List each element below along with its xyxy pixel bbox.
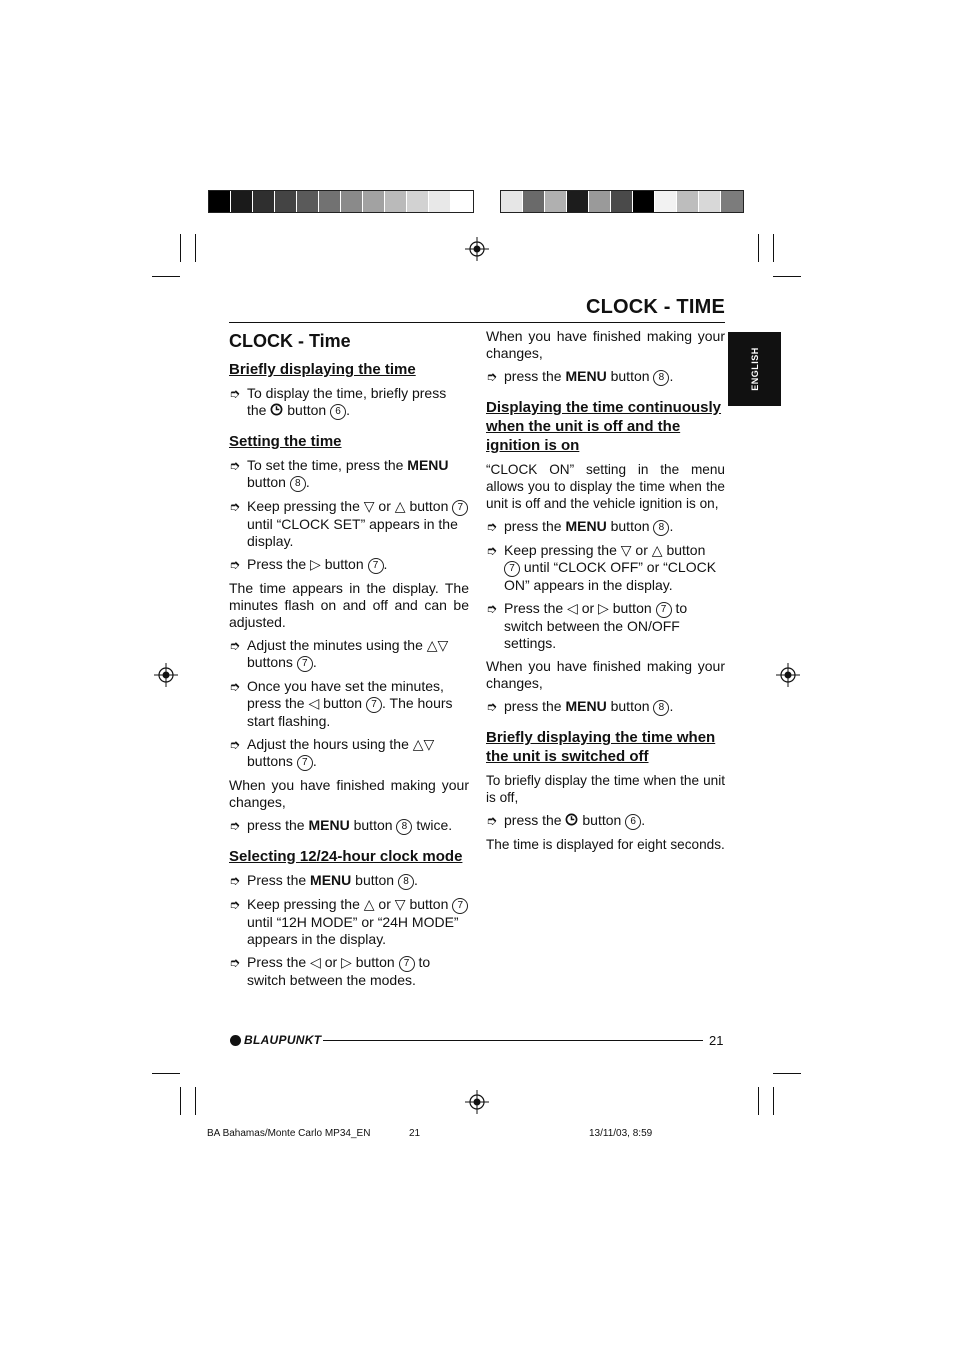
arrow-bullet-icon: ➮	[229, 679, 240, 694]
instruction-item: ➮ press the button 6 .	[486, 812, 646, 828]
color-swatch	[253, 191, 275, 212]
instruction-item: ➮ press the MENU button 8 twice.	[229, 817, 453, 833]
color-swatch	[385, 191, 407, 212]
subheading-switched-off: Briefly displaying the time when the unit is switched off	[486, 729, 716, 765]
instruction-item: ➮ press the MENU button 8 .	[486, 518, 674, 534]
paragraph: When you have finished making your changes,	[486, 658, 725, 691]
crop-mark	[180, 234, 181, 262]
crop-mark	[773, 1073, 801, 1074]
registration-mark-icon	[776, 663, 800, 687]
button-number-badge: 7	[297, 755, 313, 771]
crop-mark	[773, 1087, 774, 1115]
color-swatch	[231, 191, 253, 212]
button-number-badge: 8	[653, 370, 669, 386]
down-triangle-icon: ▽	[620, 542, 632, 558]
instruction-item: ➮ Keep pressing the ▽ or △ button 7 until “CLOCK SET” appears in the display.	[229, 498, 469, 550]
color-swatch	[567, 191, 589, 212]
crop-mark	[152, 276, 180, 277]
paragraph: The time appears in the display. The minutes flash on and off and can be adjusted.	[229, 580, 469, 630]
color-strip-right	[500, 190, 744, 213]
button-number-badge: 8	[290, 476, 306, 492]
color-swatch	[699, 191, 721, 212]
brand-dot-icon	[230, 1035, 241, 1046]
up-triangle-icon: △	[363, 896, 375, 912]
header-rule	[229, 322, 725, 323]
color-strip-left	[208, 190, 474, 213]
crop-mark	[195, 1087, 196, 1115]
instruction-item: ➮ Press the ◁ or ▷ button 7 to switch between the modes.	[229, 954, 431, 988]
brand-name: BLAUPUNKT	[244, 1033, 322, 1047]
paragraph: “CLOCK ON” setting in the menu allows you to display the time when the unit is off and the vehicle ignition is on,	[486, 462, 725, 511]
arrow-bullet-icon: ➮	[486, 543, 497, 558]
slug-filename: BA Bahamas/Monte Carlo MP34_EN	[207, 1128, 371, 1139]
crop-mark	[758, 1087, 759, 1115]
crop-mark	[180, 1087, 181, 1115]
color-swatch	[275, 191, 297, 212]
button-number-badge: 8	[653, 700, 669, 716]
color-swatch	[363, 191, 385, 212]
arrow-bullet-icon: ➮	[229, 458, 240, 473]
color-swatch	[721, 191, 743, 212]
language-tab-label: ENGLISH	[749, 347, 760, 391]
left-triangle-icon: ◁	[310, 954, 321, 970]
up-down-triangle-icon: △▽	[412, 736, 435, 752]
clock-icon	[270, 403, 283, 416]
instruction-item: ➮ Adjust the minutes using the △▽ buttons 7 .	[229, 637, 449, 670]
instruction-item: ➮ Press the ◁ or ▷ button 7 to switch between the ON/OFF settings.	[486, 600, 688, 651]
instruction-item: ➮ Once you have set the minutes, press the ◁ button 7 . The hours start flashing.	[229, 678, 453, 729]
slug-date: 13/11/03, 8:59	[589, 1128, 653, 1139]
color-swatch	[501, 191, 523, 212]
button-number-badge: 8	[396, 819, 412, 835]
paragraph: When you have finished making your changes,	[486, 328, 725, 361]
subheading-continuous-display: Displaying the time continuously when the unit is off and the ignition is on	[486, 399, 722, 454]
subheading-clock-mode: Selecting 12/24-hour clock mode	[229, 848, 463, 865]
subheading-setting-time: Setting the time	[229, 433, 342, 450]
button-number-badge: 7	[452, 500, 468, 516]
up-down-triangle-icon: △▽	[426, 637, 449, 653]
color-swatch	[611, 191, 633, 212]
color-swatch	[523, 191, 545, 212]
subheading-briefly-displaying: Briefly displaying the time	[229, 361, 416, 378]
right-triangle-icon: ▷	[310, 556, 321, 572]
brand-logo	[230, 1033, 321, 1047]
color-swatch	[319, 191, 341, 212]
up-triangle-icon: △	[651, 542, 663, 558]
right-triangle-icon: ▷	[598, 600, 609, 616]
arrow-bullet-icon: ➮	[229, 557, 240, 572]
button-number-badge: 8	[398, 874, 414, 890]
color-swatch	[341, 191, 363, 212]
crop-mark	[195, 234, 196, 262]
paragraph: When you have finished making your changes,	[229, 777, 469, 810]
button-number-badge: 8	[653, 520, 669, 536]
arrow-bullet-icon: ➮	[229, 638, 240, 653]
color-swatch	[429, 191, 451, 212]
button-number-badge: 6	[330, 404, 346, 420]
arrow-bullet-icon: ➮	[229, 818, 240, 833]
arrow-bullet-icon: ➮	[229, 737, 240, 752]
slug-page: 21	[409, 1128, 421, 1139]
registration-mark-icon	[154, 663, 178, 687]
color-swatch	[677, 191, 699, 212]
arrow-bullet-icon: ➮	[229, 955, 240, 970]
instruction-item: ➮ Press the MENU button 8 .	[229, 872, 418, 888]
instruction-item: ➮ Adjust the hours using the △▽ buttons 7 .	[229, 736, 435, 769]
button-number-badge: 7	[368, 558, 384, 574]
arrow-bullet-icon: ➮	[229, 386, 240, 401]
footer-rule	[323, 1040, 703, 1041]
clock-icon	[565, 813, 578, 826]
paragraph: The time is displayed for eight seconds.	[486, 837, 725, 852]
down-triangle-icon: ▽	[394, 896, 406, 912]
left-triangle-icon: ◁	[567, 600, 578, 616]
instruction-item: ➮ Press the ▷ button 7 .	[229, 556, 388, 572]
color-swatch	[589, 191, 611, 212]
button-number-badge: 7	[452, 898, 468, 914]
crop-mark	[758, 234, 759, 262]
arrow-bullet-icon: ➮	[486, 699, 497, 714]
button-number-badge: 7	[504, 561, 520, 577]
language-tab	[728, 332, 781, 406]
arrow-bullet-icon: ➮	[229, 897, 240, 912]
instruction-item: ➮ Keep pressing the △ or ▽ button 7 until “12H MODE” or “24H MODE” appears in the display.	[229, 896, 469, 948]
arrow-bullet-icon: ➮	[486, 601, 497, 616]
page-title: CLOCK - TIME	[585, 296, 725, 318]
button-number-badge: 7	[366, 697, 382, 713]
instruction-item: ➮ press the MENU button 8 .	[486, 368, 674, 384]
down-triangle-icon: ▽	[363, 498, 375, 514]
section-title: CLOCK - Time	[229, 331, 351, 351]
page-number: 21	[709, 1033, 724, 1048]
crop-mark	[152, 1073, 180, 1074]
arrow-bullet-icon: ➮	[229, 873, 240, 888]
instruction-item: ➮ To set the time, press the MENU button 8 .	[229, 457, 449, 490]
color-swatch	[633, 191, 655, 212]
instruction-item: ➮ To display the time, briefly press the button 6 .	[229, 385, 447, 418]
color-swatch	[297, 191, 319, 212]
right-triangle-icon: ▷	[341, 954, 352, 970]
arrow-bullet-icon: ➮	[486, 519, 497, 534]
up-triangle-icon: △	[394, 498, 406, 514]
left-column	[229, 328, 469, 995]
crop-mark	[773, 276, 801, 277]
right-column	[486, 328, 725, 859]
color-swatch	[655, 191, 677, 212]
registration-mark-icon	[465, 1090, 489, 1114]
color-swatch	[209, 191, 231, 212]
instruction-item: ➮ Keep pressing the ▽ or △ button 7 until “CLOCK OFF” or “CLOCK ON” appears in the display.	[486, 542, 717, 593]
color-swatch	[545, 191, 567, 212]
arrow-bullet-icon: ➮	[486, 369, 497, 384]
arrow-bullet-icon: ➮	[486, 813, 497, 828]
button-number-badge: 7	[399, 956, 415, 972]
registration-mark-icon	[465, 237, 489, 261]
color-swatch	[407, 191, 429, 212]
button-number-badge: 7	[656, 602, 672, 618]
arrow-bullet-icon: ➮	[229, 499, 240, 514]
button-number-badge: 7	[297, 656, 313, 672]
left-triangle-icon: ◁	[308, 695, 320, 711]
crop-mark	[773, 234, 774, 262]
color-swatch	[451, 191, 473, 212]
instruction-item: ➮ press the MENU button 8 .	[486, 698, 674, 714]
button-number-badge: 6	[625, 814, 641, 830]
paragraph: To briefly display the time when the unit is off,	[486, 773, 725, 805]
